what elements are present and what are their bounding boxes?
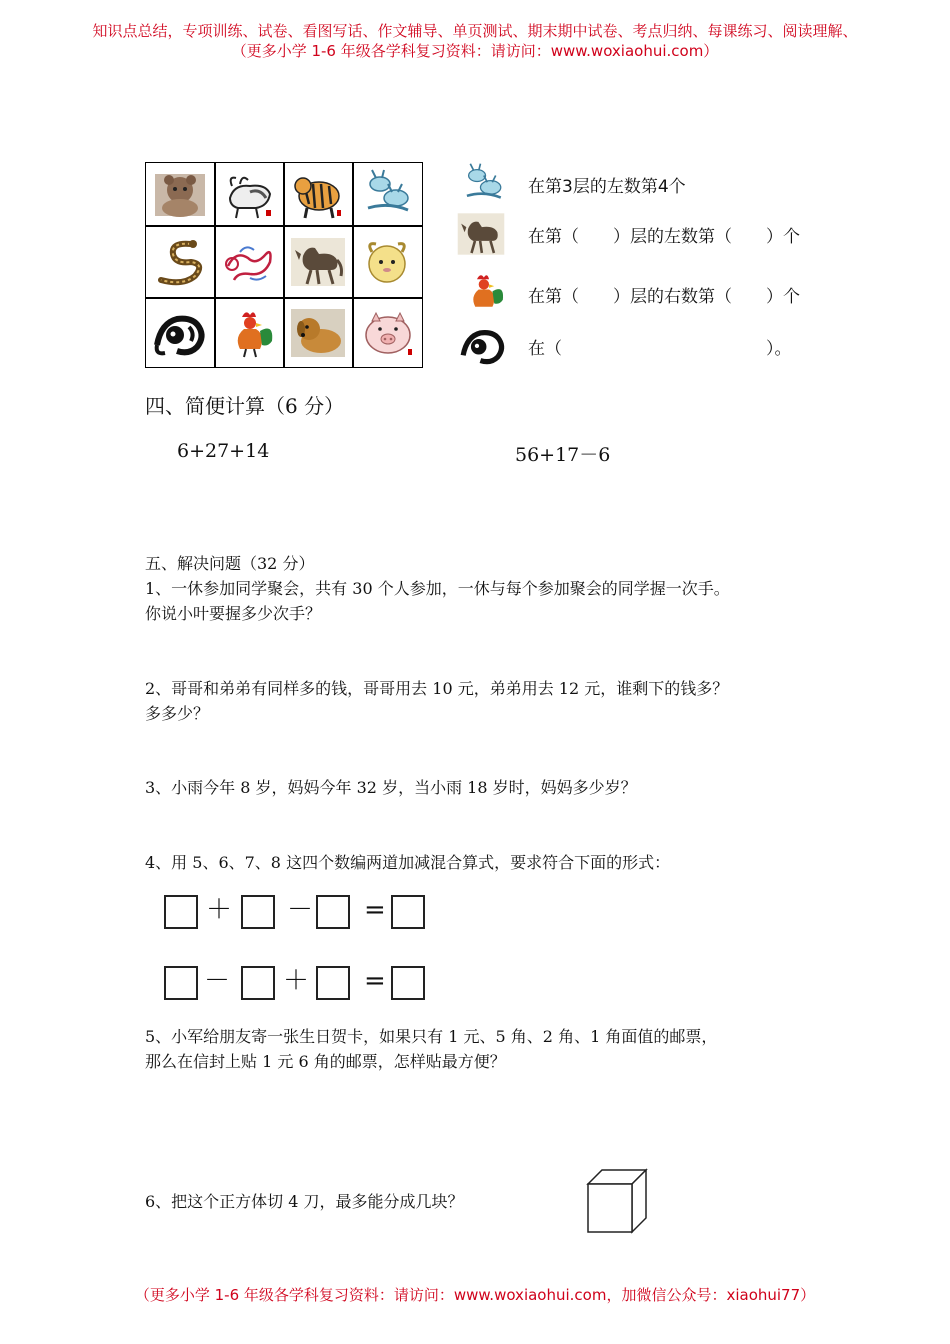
dragon-icon (220, 236, 278, 288)
zodiac-cell-dragon (215, 227, 283, 297)
question-1-line-1: 1、一休参加同学聚会，共有 30 个人参加，一休与每个参加聚会的同学握一次手。 (145, 579, 730, 598)
section-4-title: 四、简便计算（6 分） (145, 394, 345, 418)
calc-expression-2: 56+17－6 (515, 444, 611, 466)
zodiac-cell-rooster (215, 299, 283, 367)
question-1-line-2: 你说小叶要握多少次手？ (145, 604, 322, 623)
header-line-1: 知识点总结，专项训练、试卷、看图写话、作文辅导、单页测试、期末期中试卷、考点归纳、每课练习、阅读理解、 (92, 22, 858, 40)
answer-box[interactable] (164, 895, 198, 929)
answer-box[interactable] (241, 966, 275, 1000)
question-4: 4、用 5、6、7、8 这四个数编两道加减混合算式，要求符合下面的形式： (145, 853, 671, 872)
zodiac-cell-monkey (146, 299, 214, 367)
zodiac-question-1: 在第3层的左数第4个 (528, 177, 686, 197)
zodiac-cell-horse (284, 227, 352, 297)
horse-icon (289, 236, 347, 288)
question-6: 6、把这个正方体切 4 刀，最多能分成几块？ (145, 1192, 464, 1211)
zodiac-cell-goat (353, 227, 421, 297)
equals-sign: = (364, 895, 386, 925)
answer-box[interactable] (391, 895, 425, 929)
question-2-line-1: 2、哥哥和弟弟有同样多的钱，哥哥用去 10 元，弟弟用去 12 元，谁剩下的钱多？ (145, 679, 729, 698)
ox-icon (220, 168, 278, 220)
section-5-title: 五、解决问题（32 分） (145, 554, 315, 573)
question-5-line-2: 那么在信封上贴 1 元 6 角的邮票，怎样贴最方便？ (145, 1052, 506, 1071)
zodiac-question-3: 在第（ ）层的右数第（ ）个 (528, 287, 800, 307)
minus-sign: － (204, 966, 231, 996)
snake-icon (151, 236, 209, 288)
answer-box[interactable] (316, 966, 350, 1000)
question-3: 3、小雨今年 8 岁，妈妈今年 32 岁，当小雨 18 岁时，妈妈多少岁？ (145, 778, 637, 797)
calc-expression-1: 6+27+14 (177, 440, 270, 462)
zodiac-cell-rabbit (353, 163, 421, 225)
question-5-line-1: 5、小军给朋友寄一张生日贺卡，如果只有 1 元、5 角、2 角、1 角面值的邮票， (145, 1027, 718, 1046)
rabbit-icon (458, 162, 508, 206)
tiger-icon (289, 168, 347, 220)
zodiac-cell-snake (146, 227, 214, 297)
monkey-icon (458, 322, 508, 368)
rabbit-icon (358, 168, 416, 220)
answer-box[interactable] (391, 966, 425, 1000)
header-line-2: （更多小学 1-6 年级各学科复习资料：请访问：www.woxiaohui.com） (231, 42, 719, 60)
pig-icon (358, 307, 416, 359)
monkey-icon (151, 307, 209, 359)
dog-icon (289, 307, 347, 359)
zodiac-grid (145, 162, 423, 368)
answer-box[interactable] (241, 895, 275, 929)
zodiac-cell-bear (146, 163, 214, 225)
rooster-icon (220, 307, 278, 359)
rooster-icon (458, 270, 508, 316)
bear-icon (151, 168, 209, 220)
cube-icon (585, 1168, 649, 1234)
answer-box[interactable] (316, 895, 350, 929)
goat-icon (358, 236, 416, 288)
zodiac-cell-tiger (284, 163, 352, 225)
zodiac-question-4: 在（ ）。 (528, 339, 792, 359)
footer-text: （更多小学 1-6 年级各学科复习资料：请访问：www.woxiaohui.com，加微信公众号：xiaohui77） (134, 1286, 816, 1304)
horse-icon (456, 208, 506, 260)
minus-sign: － (287, 895, 314, 925)
equals-sign: = (364, 966, 386, 996)
plus-sign: ＋ (206, 895, 233, 925)
zodiac-cell-ox (215, 163, 283, 225)
zodiac-cell-pig (353, 299, 421, 367)
zodiac-question-2: 在第（ ）层的左数第（ ）个 (528, 227, 800, 247)
answer-box[interactable] (164, 966, 198, 1000)
plus-sign: ＋ (283, 966, 310, 996)
zodiac-cell-dog (284, 299, 352, 367)
question-2-line-2: 多多少？ (145, 704, 210, 723)
